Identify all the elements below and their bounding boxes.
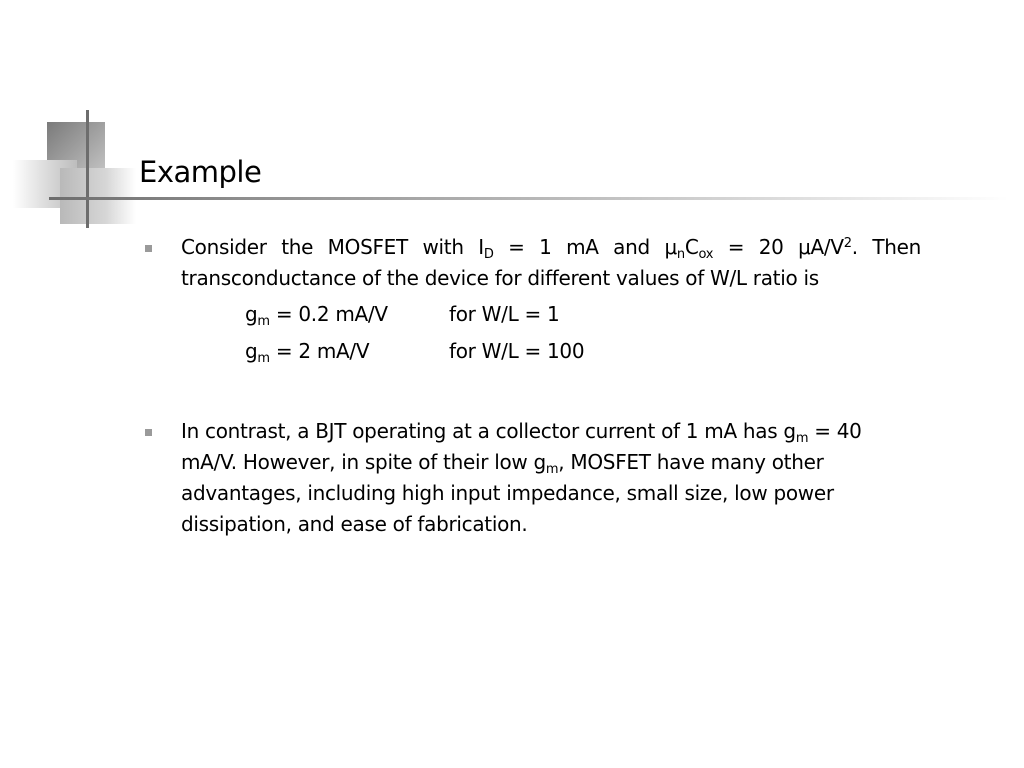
bullet-bjt-text: In contrast, a BJT operating at a collector current of 1 mA has $g_m = 40$ mA/V. However, in spite of their low $g_m$, MOSFET have many other advantages, including high input impedance, small size, low power dissipation, and ease of fabrication. xyxy=(181,419,862,536)
decorative-vertical-rule xyxy=(86,110,89,228)
formula-line: $g_m = 0.2$ mA/V for W/L = 1 xyxy=(245,302,560,329)
title-underline-rule xyxy=(49,197,1009,200)
formula-condition: for W/L = 100 xyxy=(449,339,585,363)
formula-line: $g_m = 2$ mA/V for W/L = 100 xyxy=(245,339,585,366)
formula-condition: for W/L = 1 xyxy=(449,302,560,326)
square-bullet-icon xyxy=(145,245,152,252)
square-bullet-icon xyxy=(145,429,152,436)
bullet-mosfet xyxy=(145,232,925,370)
bullet-mosfet-text: Consider the MOSFET with $I_D = 1$ mA and $\mu_nC_{ox} = 20$ $\mu A/V^2$. Then transconductance of the device for different values of W/L ratio is xyxy=(181,235,921,290)
decorative-square-fade-right xyxy=(60,168,136,224)
bullet-list xyxy=(145,232,925,540)
bullet-bjt xyxy=(145,416,925,540)
slide-title: Example xyxy=(139,155,262,189)
